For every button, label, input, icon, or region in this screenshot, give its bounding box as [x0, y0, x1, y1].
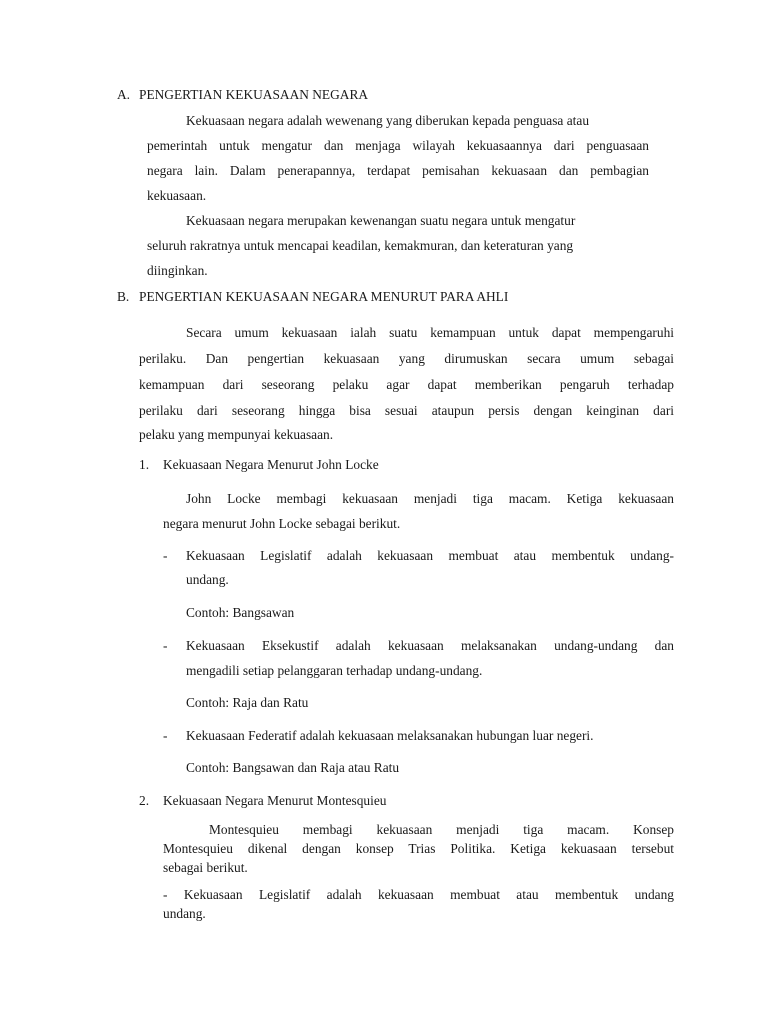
section-b-title: PENGERTIAN KEKUASAAN NEGARA MENURUT PARA AHLI — [139, 289, 509, 304]
section-a-letter: A. — [117, 87, 131, 102]
section-a-p2-line3: diinginkan. — [147, 263, 208, 278]
item-2-intro-line1: Montesquieu membagi kekuasaan menjadi tiga macam. Konsep — [209, 822, 674, 837]
section-a-p1-line1: Kekuasaan negara adalah wewenang yang diberukan kepada penguasa atau — [186, 113, 590, 128]
section-b-intro-line4: perilaku dari seseorang hingga bisa sesuai ataupun persis dengan keinginan dari — [139, 403, 674, 418]
item-1-heading — [139, 457, 379, 473]
section-b-heading — [117, 289, 508, 305]
item-1-bullet-2-dash: - — [163, 638, 168, 653]
item-1-bullet-1-dash: - — [163, 548, 168, 563]
item-2-title: Kekuasaan Negara Menurut Montesquieu — [163, 793, 387, 808]
section-a-p1-line2: pemerintah untuk mengatur dan menjaga wilayah kekuasaannya dari penguasaan — [147, 138, 649, 153]
item-1-bullet-3-line1: Kekuasaan Federatif adalah kekuasaan melaksanakan hubungan luar negeri. — [186, 728, 594, 743]
item-2-heading — [139, 793, 386, 809]
section-b-intro-line2: perilaku. Dan pengertian kekuasaan yang dirumuskan secara umum sebagai — [139, 351, 674, 366]
item-1-bullet-2-line2: mengadili setiap pelanggaran terhadap undang-undang. — [186, 663, 483, 678]
item-1-bullet-1-line2: undang. — [186, 572, 229, 587]
section-a-title: PENGERTIAN KEKUASAAN NEGARA — [139, 87, 369, 102]
section-a-heading — [117, 87, 368, 103]
item-1-number: 1. — [139, 457, 150, 472]
item-1-intro-line2: negara menurut John Locke sebagai berikut. — [163, 516, 401, 531]
section-b-letter: B. — [117, 289, 130, 304]
item-2-intro-line3: sebagai berikut. — [163, 860, 248, 875]
item-2-intro-line2: Montesquieu dikenal dengan konsep Trias Politika. Ketiga kekuasaan tersebut — [163, 841, 674, 856]
section-b-intro-line1: Secara umum kekuasaan ialah suatu kemampuan untuk dapat mempengaruhi — [186, 325, 674, 340]
section-a-p1-line3: negara lain. Dalam penerapannya, terdapat pemisahan kekuasaan dan pembagian — [147, 163, 649, 178]
item-1-intro-line1: John Locke membagi kekuasaan menjadi tiga macam. Ketiga kekuasaan — [186, 491, 674, 506]
section-b-intro-line3: kemampuan dari seseorang pelaku agar dapat memberikan pengaruh terhadap — [139, 377, 674, 392]
item-1-bullet-3-example: Contoh: Bangsawan dan Raja atau Ratu — [186, 760, 400, 775]
item-1-bullet-1-line1: Kekuasaan Legislatif adalah kekuasaan membuat atau membentuk undang- — [186, 548, 674, 563]
item-2-bullet-line2: undang. — [163, 906, 206, 921]
section-b-intro-line5: pelaku yang mempunyai kekuasaan. — [139, 427, 334, 442]
item-1-bullet-2-line1: Kekuasaan Eksekustif adalah kekuasaan melaksanakan undang-undang dan — [186, 638, 674, 653]
section-a-p1-line4: kekuasaan. — [147, 188, 207, 203]
section-a-p2-line2: seluruh rakratnya untuk mencapai keadilan, kemakmuran, dan keteraturan yang — [147, 238, 574, 253]
item-1-bullet-3-dash: - — [163, 728, 168, 743]
section-a-p2-line1: Kekuasaan negara merupakan kewenangan suatu negara untuk mengatur — [186, 213, 576, 228]
item-1-bullet-1-example: Contoh: Bangsawan — [186, 605, 295, 620]
item-1-title: Kekuasaan Negara Menurut John Locke — [163, 457, 379, 472]
item-2-bullet-line1: - Kekuasaan Legislatif adalah kekuasaan membuat atau membentuk undang — [163, 887, 674, 902]
item-2-number: 2. — [139, 793, 150, 808]
item-1-bullet-2-example: Contoh: Raja dan Ratu — [186, 695, 309, 710]
